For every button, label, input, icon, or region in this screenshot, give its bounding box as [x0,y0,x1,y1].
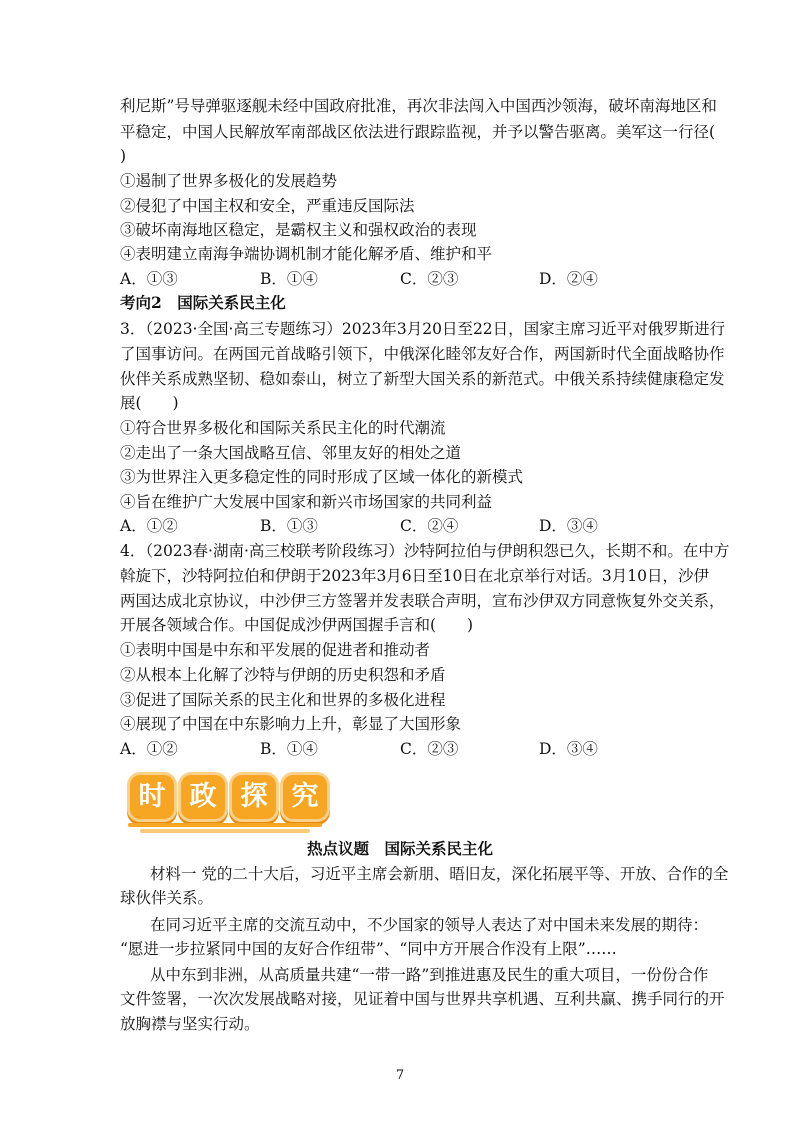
q4-line-1: 4．（2023春·湖南·高三校联考阶段练习）沙特阿拉伯与伊朗积怨已久，长期不和。在中方 [120,542,730,560]
q4-line-3: 两国达成北京协议，中沙伊三方签署并发表联合声明，宣布沙伊双方同意恢复外交关系， [120,592,725,610]
option-c: C．②③ [400,270,459,288]
q3-line-2: 了国事访问。在两国元首战略引领下，中俄深化睦邻友好合作，两国新时代全面战略协作 [120,345,725,363]
q3-statement-2: ②走出了一条大国战略互信、邻里友好的相处之道 [120,444,462,462]
material-p3-line-2: 文件签署，一次次发展战略对接，见证着中国与世界共享机遇、互利共赢、携手同行的开 [120,990,725,1008]
section-heading: 考向2 国际关系民主化 [120,293,286,312]
banner-char: 探 [232,775,276,819]
option-a: A．①② [120,740,178,758]
material-p1-line-1: 材料一 党的二十大后，习近平主席会新朋、晤旧友，深化拓展平等、开放、合作的全 [150,865,729,883]
prev-statement-3: ③破坏南海地区稳定，是霸权主义和强权政治的表现 [120,221,477,239]
q3-statement-3: ③为世界注入更多稳定性的同时形成了区域一体化的新模式 [120,468,524,486]
option-c: C．②④ [400,517,459,535]
q4-statement-1: ①表明中国是中东和平发展的促进者和推动者 [120,641,431,659]
option-b: B．①④ [260,740,318,758]
prev-statement-1: ①遏制了世界多极化的发展趋势 [120,172,338,190]
q4-line-4: 开展各领域合作。中国促成沙伊两国握手言和( ) [120,616,474,634]
banner-stripe [140,829,310,833]
option-a: A．①③ [120,270,178,288]
q3-statement-4: ④旨在维护广大发展中国家和新兴市场国家的共同利益 [120,493,493,511]
option-d: D．②④ [539,270,598,288]
intro-line-1: 利尼斯”号导弹驱逐舰未经中国政府批准，再次非法闯入中国西沙领海，破坏南海地区和 [120,97,717,115]
intro-line-3: ) [120,147,127,165]
q3-line-4: 展( ) [120,394,179,412]
q4-statement-3: ③促进了国际关系的民主化和世界的多极化进程 [120,691,446,709]
prev-statement-2: ②侵犯了中国主权和安全，严重违反国际法 [120,197,415,215]
hot-topic-title: 热点议题 国际关系民主化 [306,839,493,858]
material-p1-line-2: 球伙伴关系。 [120,889,214,907]
q3-line-1: 3．（2023·全国·高三专题练习）2023年3月20日至22日，国家主席习近平对俄罗斯进行 [120,320,726,338]
option-d: D．③④ [539,740,598,758]
current-affairs-banner [124,771,330,835]
banner-stripe [128,823,322,827]
intro-line-2: 平稳定，中国人民解放军南部战区依法进行跟踪监视，并予以警告驱离。美军这一行径( [120,123,716,141]
prev-statement-4: ④表明建立南海争端协调机制才能化解矛盾、维护和平 [120,245,493,263]
option-b: B．①④ [260,270,318,288]
option-c: C．②③ [400,740,459,758]
q3-line-3: 伙伴关系成熟坚韧、稳如泰山，树立了新型大国关系的新范式。中俄关系持续健康稳定发 [120,370,725,388]
material-p2-line-1: 在同习近平主席的交流互动中，不少国家的领导人表达了对中国未来发展的期待： [150,916,709,934]
banner-char: 政 [181,775,225,819]
q4-line-2: 斡旋下，沙特阿拉伯和伊朗于2023年3月6日至10日在北京举行对话。3月10日，沙伊 [120,567,709,585]
q4-statement-4: ④展现了中国在中东影响力上升，彰显了大国形象 [120,715,462,733]
q4-statement-2: ②从根本上化解了沙特与伊朗的历史积怨和矛盾 [120,666,446,684]
q3-statement-1: ①符合世界多极化和国际关系民主化的时代潮流 [120,419,446,437]
material-p3-line-1: 从中东到非洲，从高质量共建“一带一路”到推进惠及民生的重大项目，一份份合作 [150,966,709,984]
banner-char: 究 [283,775,327,819]
material-p3-line-3: 放胸襟与坚实行动。 [120,1015,260,1033]
option-a: A．①② [120,517,178,535]
material-p2-line-2: “愿进一步拉紧同中国的友好合作纽带”、“同中方开展合作没有上限”…… [120,940,617,958]
banner-char: 时 [130,775,174,819]
option-d: D．③④ [539,517,598,535]
page-number: 7 [395,1068,405,1083]
option-b: B．①③ [260,517,318,535]
